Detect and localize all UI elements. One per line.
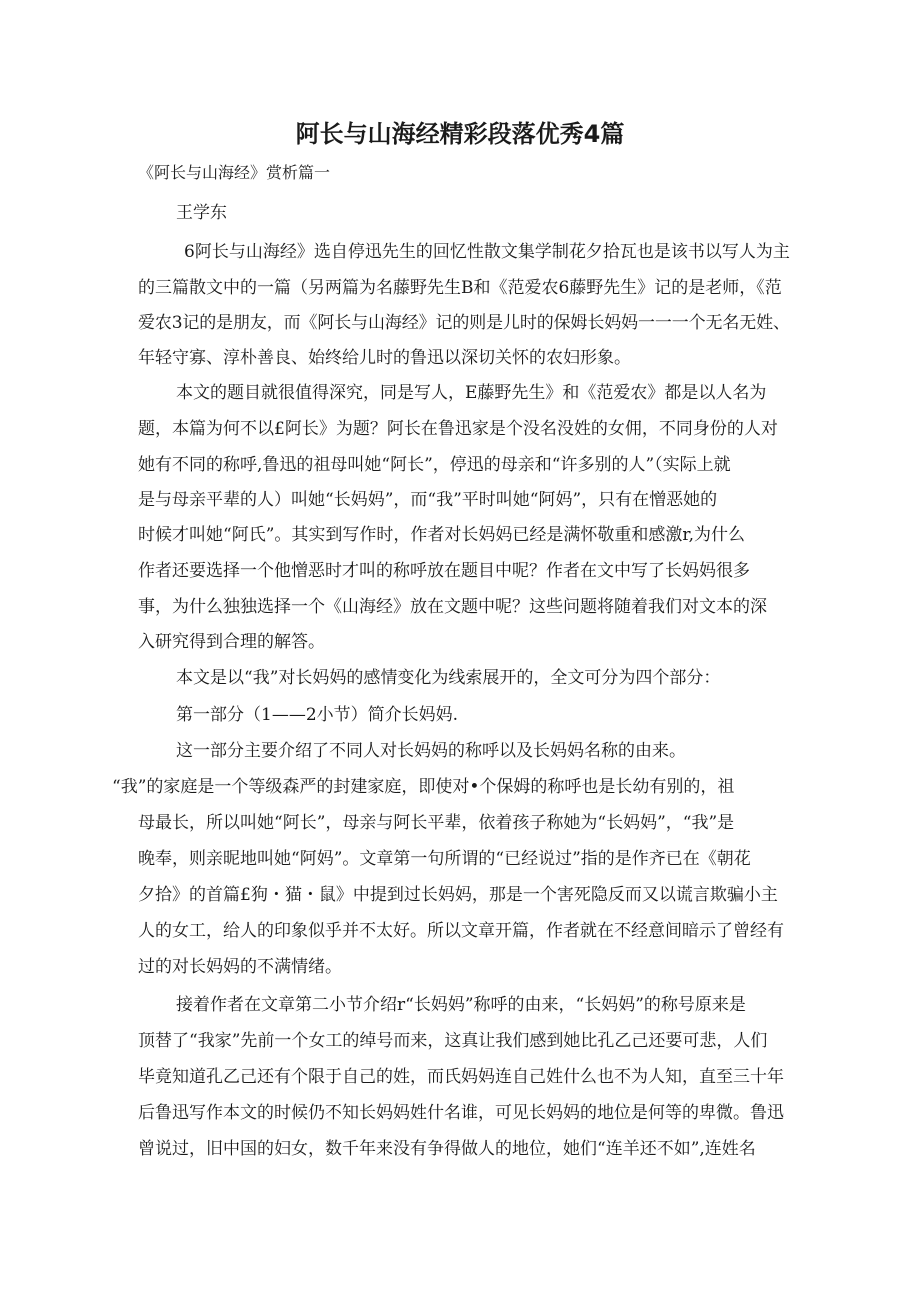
- paragraph-line: 接着作者在文章第二小节介绍r“长妈妈”称呼的由来，“长妈妈”的称号原来是: [176, 995, 746, 1015]
- paragraph-line: 曾说过，旧中国的妇女，数千年来没有争得做人的地位，她们“连羊还不如”,连姓名: [138, 1139, 756, 1159]
- paragraph-line: 爱农3记的是朋友，而《阿长与山海经》记的则是儿时的保姆长妈妈一一一个无名无姓、: [138, 313, 790, 333]
- paragraph-line: 事，为什么独独选择一个《山海经》放在文题中呢？这些问题将随着我们对文本的深: [138, 597, 767, 617]
- paragraph-line: “我”的家庭是一个等级森严的封建家庭，即使对•个保姆的称呼也是长幼有别的，祖: [112, 777, 735, 797]
- paragraph-line: 这一部分主要介绍了不同人对长妈妈的称呼以及长妈妈名称的由来。: [176, 741, 686, 761]
- paragraph-line: 时候才叫她“阿氏”。其实到写作时，作者对长妈妈已经是满怀敬重和感激r,为什么: [138, 525, 746, 545]
- author-name: 王学东: [176, 203, 227, 223]
- paragraph-line: 晚奉，则亲昵地叫她“阿妈”。文章第一句所谓的“已经说过”指的是作齐已在《朝花: [138, 849, 751, 869]
- paragraph-line: 本文是以“我”对长妈妈的感情变化为线索展开的，全文可分为四个部分：: [176, 668, 721, 688]
- paragraph-line: 她有不同的称呼,鲁迅的祖母叫她“阿长”，停迅的母亲和“许多别的人”（实际上就: [138, 455, 731, 475]
- paragraph-line: 的三篇散文中的一篇（另两篇为名藤野先生B和《范爱农6藤野先生》记的是老师，《范: [138, 278, 782, 298]
- paragraph-line: 顶替了“我家”先前一个女工的绰号而来，这真让我们感到她比孔乙己还要可悲，人们: [138, 1031, 768, 1051]
- paragraph-line: 后鲁迅写作本文的时候仍不知长妈妈姓什名谁，可见长妈妈的地位是何等的卑微。鲁迅: [138, 1103, 784, 1123]
- paragraph-line: 入研究得到合理的解答。: [138, 632, 325, 652]
- paragraph-line: 是与母亲平辈的人）叫她“长妈妈”，而“我”平时叫她“阿妈”，只有在憎恶她的: [138, 490, 718, 510]
- paragraph-line: 题，本篇为何不以£阿长》为题？阿长在鲁迅家是个没名没姓的女佣，不同身份的人对: [138, 419, 778, 439]
- paragraph-line: 毕竟知道孔乙己还有个限于自己的姓，而氏妈妈连自己姓什么也不为人知，直至三十年: [138, 1067, 784, 1087]
- paragraph-line: 人的女工，给人的印象似乎并不太好。所以文章开篇，作者就在不经意间暗示了曾经有: [138, 921, 784, 941]
- paragraph-line: 作者还要选择一个他憎恶时才叫的称呼放在题目中呢？作者在文中写了长妈妈很多: [138, 561, 750, 581]
- paragraph-line: 本文的题目就很值得深究，同是写人，E藤野先生》和《范爱农》都是以人名为: [176, 383, 767, 403]
- paragraph-line: 第一部分（1——2小节）简介长妈妈.: [176, 705, 459, 725]
- paragraph-line: 过的对长妈妈的不满情绪。: [138, 957, 342, 977]
- section-subheading: 《阿长与山海经》赏析篇一: [138, 163, 331, 182]
- paragraph-line: 年轻守寡、淳朴善良、始终给儿时的鲁迅以深切关怀的农妇形象。: [138, 348, 631, 368]
- paragraph-line: 6阿长与山海经》选自停迅先生的回忆性散文集学制花夕拾瓦也是该书以写人为主: [184, 242, 790, 262]
- document-title: 阿长与山海经精彩段落优秀4篇: [295, 120, 625, 148]
- paragraph-line: 母最长，所以叫她“阿长”，母亲与阿长平辈，依着孩子称她为“长妈妈”，“我”是: [138, 813, 735, 833]
- paragraph-line: 夕拾》的首篇£狗・猫・鼠》中提到过长妈妈，那是一个害死隐反而又以谎言欺骗小主: [138, 885, 778, 905]
